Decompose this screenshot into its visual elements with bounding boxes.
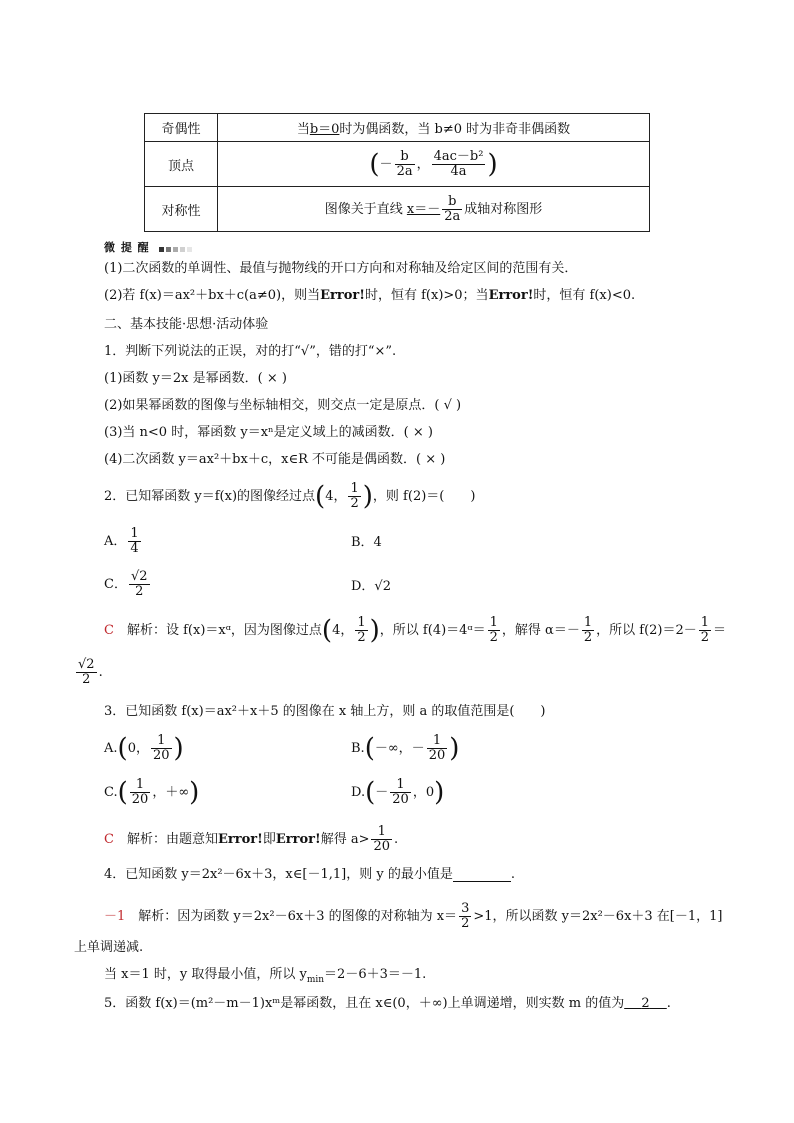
q2-explanation: C 解析：设 f(x)＝xᵅ，因为图像过点(4， $\frac{1}{2}$ )，所以 f(4)＝4ᵅ＝ $\frac{1}{2}$ ，解得 α＝－ $\frac{1}{2}$ ，所以 f(2)＝2－ $\frac{1}{2}$ ＝ [104, 615, 727, 646]
q1-item-1: (1)函数 y＝2x 是幂函数．( × ) [104, 371, 287, 386]
table-row-symmetry [145, 187, 650, 232]
q2-stem: 2．已知幂函数 y＝f(x)的图像经过点(4， $\frac{1}{2}$ )，则 f(2)＝( ) [104, 481, 476, 512]
q4-explanation-line-2: 上单调递减. [74, 940, 144, 955]
table-cell-symmetry: 图像关于直线 x＝－ $\frac{b}{2a}$ 成轴对称图形 [218, 187, 650, 232]
q4-stem: 4．已知函数 y＝2x²－6x＋3，x∈[－1,1]，则 y 的最小值是 . [104, 867, 515, 882]
property-table [144, 113, 650, 232]
note-1: (1)二次函数的单调性、最值与抛物线的开口方向和对称轴及给定区间的范围有关． [104, 261, 578, 276]
note-2: (2)若 f(x)＝ax²＋bx＋c(a≠0)，则当Error!时，恒有 f(x)>0；当Error!时，恒有 f(x)<0. [104, 288, 636, 303]
table-header-vertex: 顶点 [145, 142, 218, 187]
tip-heading: 微 提 醒 [104, 239, 194, 255]
table-row-vertex [145, 142, 650, 187]
q2-option-d[interactable]: D．√2 [351, 579, 391, 594]
q3-option-c[interactable]: C.( $\frac{1}{20}$ ，＋∞) [104, 777, 200, 808]
table-header-parity: 奇偶性 [145, 114, 218, 142]
vertex-y-fraction: $\frac{\text{4ac－b²}}{4a}$ [433, 148, 484, 179]
table-row-parity [145, 114, 650, 142]
table-header-symmetry: 对称性 [145, 187, 218, 232]
q3-answer: C [104, 832, 114, 847]
q3-option-d[interactable]: D.(－ $\frac{1}{20}$ ，0) [351, 777, 445, 808]
q1-stem: 1．判断下列说法的正误，对的打“√”，错的打“×”. [104, 344, 397, 359]
q5-answer[interactable]: 2 [641, 996, 650, 1011]
q3-option-b[interactable]: B.(－∞，－ $\frac{1}{20}$ ) [351, 733, 460, 764]
q2-option-a[interactable]: A． $\frac{1}{4}$ [104, 526, 139, 556]
q1-item-4: (4)二次函数 y＝ax²＋bx＋c，x∈R 不可能是偶函数．( × ) [104, 452, 446, 467]
vertex-x-fraction: $\frac{b}{2a}$ [396, 148, 413, 179]
q2-option-b[interactable]: B．4 [351, 535, 382, 550]
q4-explanation: －1 解析：因为函数 y＝2x²－6x＋3 的图像的对称轴为 x＝ $\frac{3}{2}$ >1，所以函数 y＝2x²－6x＋3 在[－1，1] [104, 901, 723, 931]
q1-item-3: (3)当 n<0 时，幂函数 y＝xⁿ是定义域上的减函数．( × ) [104, 425, 433, 440]
q2-option-c[interactable]: C． $\frac{√2}{2}$ [104, 569, 148, 599]
q3-explanation: C 解析：由题意知Error!即Error!解得 a> $\frac{1}{20}$ . [104, 824, 399, 854]
tip-squares-icon [159, 242, 194, 255]
q2-explanation-end: $\frac{√2}{2}$ . [78, 657, 103, 687]
q4-answer: －1 [104, 909, 126, 924]
table-cell-parity: 当b＝0时为偶函数，当 b≠0 时为非奇非偶函数 [218, 114, 650, 142]
q3-stem: 3．已知函数 f(x)＝ax²＋x＋5 的图像在 x 轴上方，则 a 的取值范围是( ) [104, 704, 546, 719]
q1-item-2: (2)如果幂函数的图像与坐标轴相交，则交点一定是原点．( √ ) [104, 398, 462, 413]
section-2-title: 二、基本技能·思想·活动体验 [104, 317, 269, 332]
axis-fraction: $\frac{b}{2a}$ [444, 193, 461, 224]
q4-blank[interactable] [453, 868, 511, 882]
q5-stem: 5．函数 f(x)＝(m²－m－1)xᵐ是幂函数，且在 x∈(0，＋∞)上单调递增，则实数 m 的值为 2 . [104, 996, 671, 1011]
q4-explanation-line-3: 当 x＝1 时，y 取得最小值，所以 $y_{min}=2-6+3=-1$. [104, 967, 427, 985]
table-cell-vertex: (－ $\frac{b}{2a}$ ， $\frac{\text{4ac－b²}}{4a}$ ) [218, 142, 650, 187]
q2-answer: C [104, 623, 114, 638]
q3-option-a[interactable]: A.(0， $\frac{1}{20}$ ) [104, 733, 184, 764]
